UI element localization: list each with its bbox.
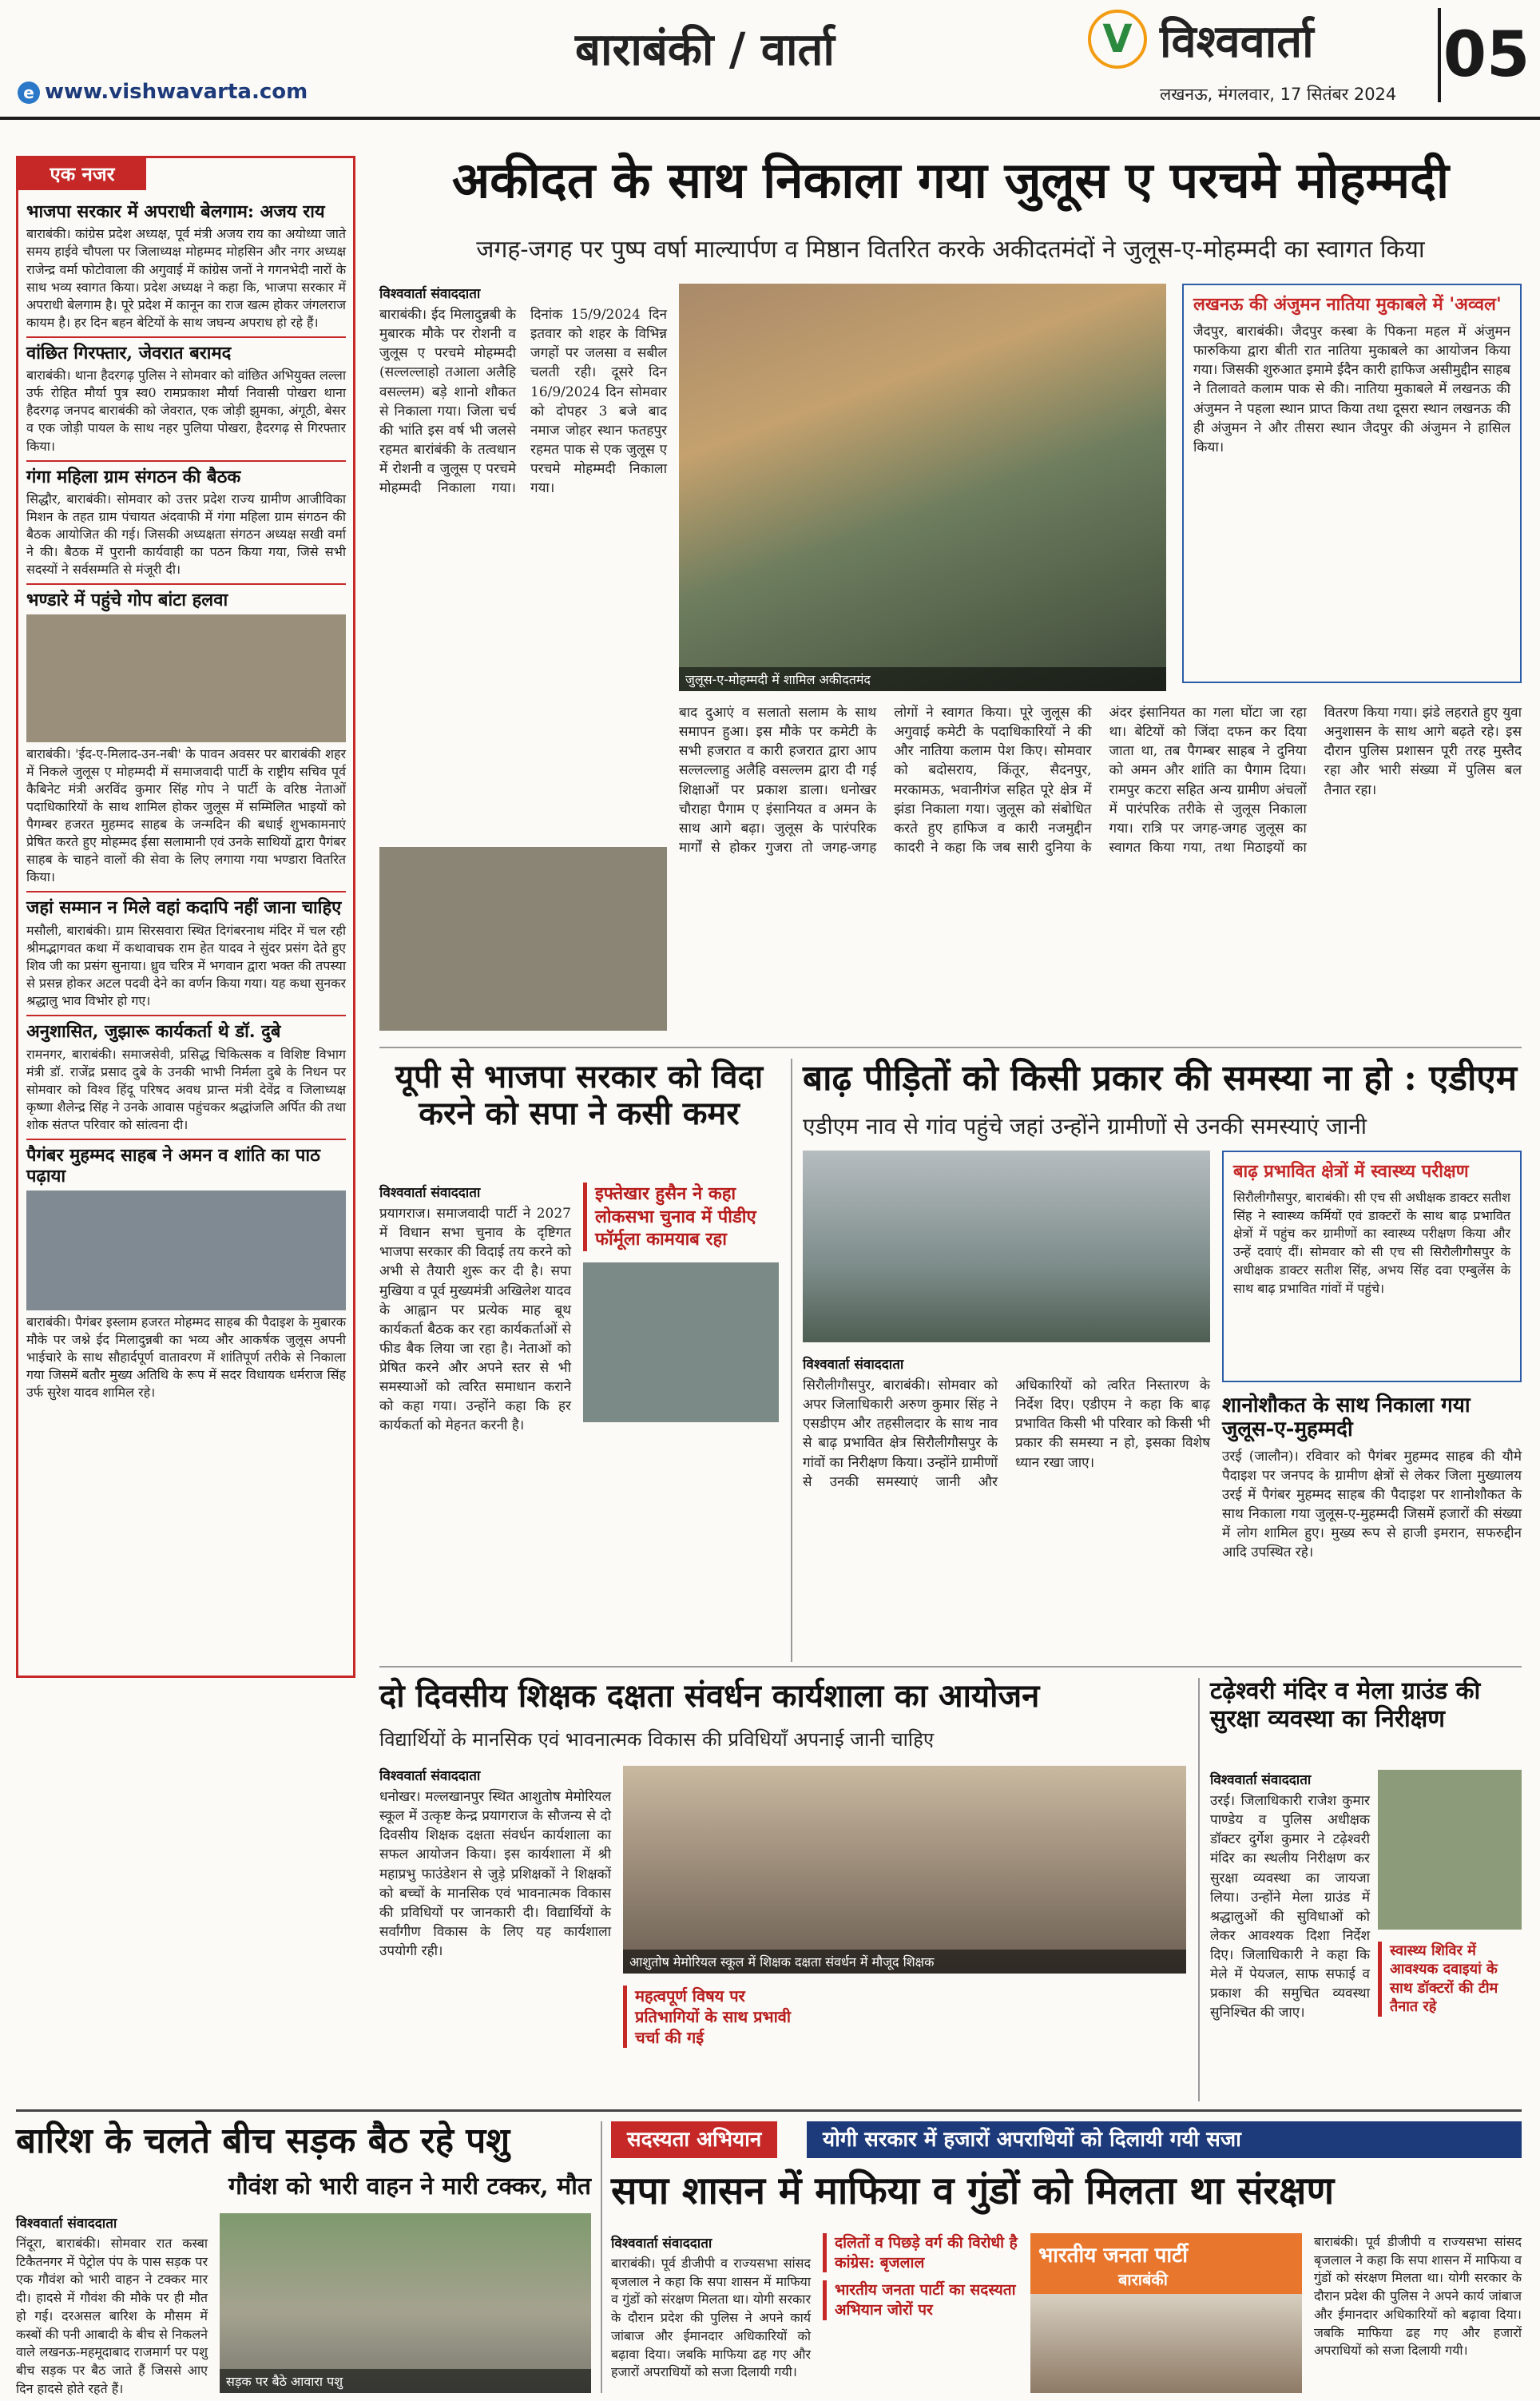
rain-subheadline-block (16, 2173, 591, 2209)
brief-text: रामनगर, बाराबंकी। समाजसेवी, प्रसिद्ध चिकित्सक व विशिष्ट विभाग मंत्री डॉ. राजेंद्र प्रसाद दुबे के उनकी भाभी निर्मला दुबे के निधन पर सोमवार को विश्व हिंदू परिषद अवध प्रान्त मंत्री देवेंद्र व जिलाध्यक्ष कृष्णा शैलेन्द्र सिंह ने उनके आवास पहुंचकर श्रद्धांजलि अर्पित की तथा शोक संतप्त परिवार को सांत्वना दी। (26, 1046, 346, 1132)
globe-icon: e (18, 81, 40, 104)
dm-headline: बाढ़ पीड़ितों को किसी प्रकार की समस्या ना हो : एडीएम (803, 1058, 1518, 1099)
dateline: लखनऊ, मंगलवार, 17 सितंबर 2024 (1160, 85, 1397, 104)
brief-text: सिद्धौर, बाराबंकी। सोमवार को उत्तर प्रदेश राज्य ग्रामीण आजीविका मिशन के तहत ग्राम पंचायत अंदवाफी में गंगा महिला ग्राम संगठन की बैठक आयोजित की गई। जिसकी अध्यक्षता संगठन अध्यक्ष सखी वर्मा ने की। बैठक में पुरानी कार्यवाही का पठन किया गया, जिसे सभी सदस्यों ने सर्वसम्मति से मंजूरी दी। (26, 491, 346, 578)
lead-photo-caption: जुलूस-ए-मोहम्मदी में शामिल अकीदतमंद (679, 667, 1166, 691)
sp-headline: यूपी से भाजपा सरकार को विदा करने को सपा ने कसी कमर (395, 1058, 764, 1132)
website-url-text: www.vishwavarta.com (45, 80, 308, 104)
temple-headline-block (1210, 1678, 1522, 1766)
dm-text-block (803, 1354, 1210, 1658)
masthead (0, 0, 1540, 120)
workshop-photo-caption: आशुतोष मेमोरियल स्कूल में शिक्षक दक्षता संवर्धन में मौजूद शिक्षक (623, 1950, 1186, 1974)
brief-photo (26, 1191, 346, 1310)
rain-byline: विश्ववार्ता संवाददाता (16, 2216, 117, 2232)
temple-text: उरई। जिलाधिकारी राजेश कुमार पाण्डेय व पुलिस अधीक्षक डॉक्टर दुर्गेश कुमार ने टढ़ेश्वरी मंदिर का स्थलीय निरीक्षण कर सुरक्षा व्यवस्था का जायजा लिया। उन्होंने मेला ग्राउंड में श्रद्धालुओं की सुविधाओं को लेकर आवश्यक दिशा निर्देश दिए। जिलाधिकारी ने कहा कि मेले में पेयजल, साफ सफाई व प्रकाश की समुचित व्यवस्था सुनिश्चित की जाए। (1210, 1793, 1370, 2021)
yogi-section-tag: सदस्यता अभियान (611, 2121, 777, 2158)
dm-headline-block (803, 1059, 1522, 1107)
workshop-headline-block (379, 1518, 787, 1662)
logo-mark-icon: V (1088, 10, 1147, 69)
brief-divider (26, 1015, 346, 1016)
nikala-headline: शानोशौकत के साथ निकाला गया जुलूस-ए-मुहम्मदी (1222, 1393, 1471, 1441)
health-box-title: बाढ़ प्रभावित क्षेत्रों में स्वास्थ्य परीक्षण (1233, 1162, 1469, 1182)
brief-divider (26, 891, 346, 892)
paper-name: विश्ववार्ता (1160, 15, 1314, 68)
brief-title: भाजपा सरकार में अपराधी बेलगाम: अजय राय (26, 201, 325, 222)
sp-text: प्रयागराज। समाजवादी पार्टी ने 2027 में विधान सभा चुनाव के दृष्टिगत भाजपा सरकार की विदाई तय करने को अभी से तैयारी शुरू कर दी है। सपा मुखिया व पूर्व मुख्यमंत्री अखिलेश यादव के आह्वान पर प्रत्येक माह बूथ कार्यकर्ता बैठक कर रहा कार्यकर्ताओं से फीड बैक लिया जा रहा है। नेताओं को प्रेषित करने और अपने स्तर से भी समस्याओं को त्वरित समाधान कराने को कहा गया। उन्होंने कहा कि हर कार्यकर्ता को मेहनत करनी है। (379, 1206, 571, 1434)
rain-headline: बारिश के चलते बीच सड़क बैठ रहे पशु (16, 2121, 510, 2161)
lead-text4: रामपुर कटरा सहित अन्य ग्रामीण अंचलों में पारंपरिक तरीके से जुलूस निकाला गया। रात्रि पर जगह-जगह जुलूस का स्वागत किया गया, तथा मिठाइयों का वितरण किया गया। झंडे लहराते हुए युवा अनुशासन के साथ आगे बढ़ते रहे। इस दौरान पुलिस प्रशासन पूरी तरह मुस्तैद रहा और भारी संख्या में पुलिस बल तैनात रहा। (1109, 705, 1522, 856)
lead-text1: बाराबंकी। ईद मिलादुन्नबी के मुबारक मौके पर रोशनी व जुलूस ए परचमे मोहम्मदी (सल्लल्लाहो तआला अलैहि वसल्लम) बड़े शानो शौकत से निकाला गया। जिला चर्च की भांति इस वर्ष भी जलसे रहमत बारांबंकी के तत्वधान में रोशनी व जुलूस ए परचमे मोहम्मदी निकाला गया। दिनांक 15/9/2024 दिन इतवार को शहर के विभिन्न जगहों पर जलसा व सबील चलती रही। दूसरे दिन 16/9/2024 दिन सोमवार को दोपहर 3 बजे बाद नमाज जोहर स्थान फतहपुर रहमत पाक से एक जुलूस ए परचमे मोहम्मदी निकाला गया। (379, 307, 667, 497)
bjp-banner-party: भारतीय जनता पार्टी (1038, 2244, 1188, 2268)
workshop-headline-wrap (379, 1678, 1186, 1726)
temple-headline: टढ़ेश्वरी मंदिर व मेला ग्राउंड की सुरक्षा व्यवस्था का निरीक्षण (1210, 1677, 1481, 1733)
workshop-subheadline-wrap (379, 1726, 1186, 1758)
yogi-byline: विश्ववार्ता संवाददाता (611, 2236, 712, 2252)
lead-subheadline: जगह-जगह पर पुष्प वर्षा माल्यार्पण व मिष्ठान वितरित करके अकीदतमंदों ने जुलूस-ए-मोहम्मदी का स्वागत किया (476, 236, 1425, 264)
nikala-block (1222, 1393, 1522, 1561)
lead-small-photo (379, 847, 667, 1031)
yogi-quote-1: दलितों व पिछड़े वर्ग की विरोधी है कांग्रेस: बृजलाल (823, 2233, 1018, 2272)
brief-text: मसौली, बाराबंकी। ग्राम सिरसवारा स्थित दिगंबरनाथ मंदिर में चल रही श्रीमद्भागवत कथा में कथावाचक राम हेत यादव ने सुंदर प्रसंग देते हुए शिव जी का प्रसंग सुनाया। ध्रुव चरित्र में भगवान द्वारा भक्त की तपस्या से प्रसन्न होकर अटल पदवी देने का वर्णन किया गया। यह कथा सुनकर श्रद्धालु भाव विभोर हो गए। (26, 922, 346, 1009)
lead-headline-block (379, 152, 1522, 216)
yogi-quote-2: भारतीय जनता पार्टी का सदस्यता अभियान जोरों पर (823, 2280, 1018, 2320)
yogi-photo (1030, 2233, 1302, 2393)
divider (379, 1047, 1522, 1048)
page-number: 05 (1438, 8, 1532, 102)
divider (16, 2109, 1522, 2112)
lead-byline: विश्ववार्ता संवाददाता (379, 286, 481, 302)
health-box-text: सिरौलीगौसपुर, बाराबंकी। सी एच सी अधीक्षक डाक्टर सतीश सिंह ने स्वास्थ्य कर्मियों एवं डाक्टरों के साथ बाढ़ प्रभावित क्षेत्रों में पहुंच कर ग्रामीणों का स्वास्थ्य परीक्षण किया और उन्हें दवाएं दीं। सोमवार को सी एच सी सिरौलीगौसपुर के अधीक्षक डाक्टर सतीश सिंह, अभय सिंह दवा एम्बुलेंस के साथ बाढ़ प्रभावित गांवों में पहुंचे। (1233, 1190, 1510, 1296)
workshop-headline: दो दिवसीय शिक्षक दक्षता संवर्धन कार्यशाला का आयोजन (379, 1677, 1040, 1715)
brief-title: जहां सम्मान न मिले वहां कदापि नहीं जाना चाहिए (26, 897, 342, 919)
workshop-text-col (379, 1766, 611, 2101)
workshop-byline: विश्ववार्ता संवाददाता (379, 1768, 481, 1784)
dm-byline: विश्ववार्ता संवाददाता (803, 1357, 904, 1373)
lead-subheadline-block (379, 232, 1522, 272)
brief-divider (26, 1139, 346, 1140)
temple-photo (1378, 1770, 1522, 1930)
website-url[interactable] (18, 80, 308, 104)
lead-text-columns (679, 703, 1522, 857)
yogi-quote-col (823, 2233, 1018, 2393)
yogi-text-col2 (1314, 2233, 1522, 2393)
rain-photo (220, 2213, 591, 2393)
brief-title: वांछित गिरफ्तार, जेवरात बरामद (26, 342, 232, 364)
lead-headline: अकीदत के साथ निकाला गया जुलूस ए परचमे मोहम्मदी (451, 151, 1450, 209)
rain-photo-caption: सड़क पर बैठे आवारा पशु (220, 2369, 591, 2393)
bjp-banner-place: बाराबंकी (1118, 2270, 1168, 2289)
ek-nazar-tag: एक नजर (18, 158, 146, 190)
newspaper-logo (1088, 10, 1455, 113)
temple-byline: विश्ववार्ता संवाददाता (1210, 1772, 1312, 1788)
lead-text-cont (679, 703, 1522, 1039)
yogi-text-cont: बाराबंकी। पूर्व डीजीपी व राज्यसभा सांसद बृजलाल ने कहा कि सपा शासन में माफिया व गुंडों को संरक्षण मिलता था। योगी सरकार के दौरान प्रदेश की पुलिस ने अपने कार्य जांबाज और ईमानदार अधिकारियों को बढ़ावा दिया। जबकि माफिया ढह गए और हजारों अपराधियों को सजा दिलायी गयी। (1314, 2234, 1522, 2359)
health-box (1222, 1151, 1522, 1382)
temple-text-col (1210, 1770, 1370, 2101)
dm-subheadline-block (803, 1111, 1522, 1143)
yogi-tag-line: योगी सरकार में हजारों अपराधियों को दिलायी गयी सजा (807, 2121, 1522, 2158)
sp-quote: इफ्तेखार हुसैन ने कहा लोकसभा चुनाव में पीडीए फॉर्मूला कामयाब रहा (583, 1183, 779, 1251)
brief-divider (26, 583, 346, 585)
rain-text-col (16, 2213, 208, 2396)
sp-headline-block (379, 1059, 779, 1171)
nikala-text: उरई (जालौन)। रविवार को पैगंबर मुहम्मद साहब की यौमे पैदाइश पर जनपद के ग्रामीण क्षेत्रों से लेकर जिला मुख्यालय उरई में पैगंबर मुहम्मद साहब की पैदाइश पर शानोशौकत के साथ निकाला गया जुलूस-ए-मुहम्मदी जिसमें हजारों की संख्या में लोग शामिल हुए। मुख्य रूप से हाजी इमरान, सफरुद्दीन आदि उपस्थित रहे। (1222, 1448, 1522, 1561)
lead-text3: सोमवार को बदोसराय, किंतूर, सैदनपुर, मरकामऊ, भवानीगंज सहित पूरे क्षेत्र में झंडा निकाला गया। जुलूस को संबोधित करते हुए हाफिज व कारी नजमुद्दीन कादरी ने कहा कि जब सारी दुनिया के अंदर इंसानियत का गला घोंटा जा रहा था। बेटियों को जिंदा दफन कर दिया जाता था, तब पैगम्बर साहब ने दुनिया को अमन और शांति का पैगाम दिया। (894, 705, 1307, 856)
brief-title: अनुशासित, जुझारू कार्यकर्ता थे डॉ. दुबे (26, 1021, 281, 1043)
temple-quote-block (1378, 1942, 1522, 2101)
brief-divider (26, 460, 346, 462)
lead-text2: बाद दुआएं व सलातो सलाम के साथ समापन हुआ। इस मौके पर कमेटी के सभी हजरात व कारी हजरात द्वारा आप सल्लल्लाहु अलैहि वसल्लम द्वारा दी गई शिक्षाओं पर प्रकाश डाला। धनोखर चौराहा पैगाम ए इंसानियत व अमन के साथ आगे बढ़ा। जुलूस के पारंपरिक मार्गों से होकर गुजरा तो जगह-जगह लोगों ने स्वागत किया। पूरे जुलूस की अगुवाई कमेटी के पदाधिकारियों ने की और नातिया कलाम पेश किए। (679, 705, 1092, 856)
brief-text: बाराबंकी। पैगंबर इस्लाम हजरत मोहम्मद साहब की पैदाइश के मुबारक मौके पर जश्ने ईद मिलादुन्नबी का भव्य और आकर्षक जुलूस अपनी भाईचारे के साथ सौहार्दपूर्ण वातावरण में शांतिपूर्ण तरीके से निकाला गया जिसमें बतौर मुख्य अतिथि के रूप में सदर विधायक धर्मराज सिंह उर्फ सुरेश यादव शामिल रहे। (26, 1314, 346, 1401)
rain-headline-block (16, 2121, 591, 2173)
sp-photo (583, 1262, 779, 1422)
divider (791, 1059, 792, 1662)
brief-title: गंगा महिला ग्राम संगठन की बैठक (26, 466, 241, 487)
yogi-headline-block (611, 2169, 1522, 2225)
briefs-list (26, 197, 346, 1406)
brief-text: बाराबंकी। 'ईद-ए-मिलाद-उन-नबी' के पावन अवसर पर बाराबंकी शहर में निकले जुलूस ए मोहम्मदी में समाजवादी पार्टी के राष्ट्रीय सचिव पूर्व कैबिनेट मंत्री अरविंद कुमार सिंह गोप ने पार्टी के वरिष्ठ नेताओं पदाधिकारियों के साथ शामिल होकर जुलूस में सम्मिलित भाइयों को पैगम्बर हजरत मुहम्मद साहब के जन्मदिन की बधाई शुभकामनाएं प्रेषित करते हुए मोहम्मद ईसा सलामानी एवं उनके साथियों द्वारा पैगंबर साहब के चाहने वालों की सेवा के लिए लगाया गया भण्डारा वितरित किया। (26, 745, 346, 885)
ek-nazar-column (16, 156, 355, 1678)
lead-text-col1-cont (379, 847, 667, 1039)
workshop-subheadline: विद्यार्थियों के मानसिक एवं भावनात्मक विकास की प्रविधियाँ अपनाई जानी चाहिए (379, 1728, 935, 1751)
workshop-photo (623, 1766, 1186, 1974)
workshop-quote: महत्वपूर्ण विषय पर प्रतिभागियों के साथ प्रभावी चर्चा की गई (623, 1986, 807, 2048)
lead-inset-text: जैदपुर, बाराबंकी। जैदपुर कस्बा के पिकना महल में अंजुमन फारुकिया द्वारा बीती रात नातिया मुकाबले का आयोजन किया गया। जिसकी शुरुआत इमामे ईदैन कारी हाफिज असीमुद्दीन साहब ने तिलावते कलाम पाक से की। नातिया मुकाबले में लखनऊ की अंजुमन ने पहला स्थान प्राप्त किया तथा दूसरा स्थान लखनऊ की ही अंजुमन ने और तीसरा स्थान जैदपुर की अंजुमन ने हासिल किया। (1193, 324, 1510, 455)
lead-photo (679, 284, 1166, 691)
yogi-text: बाराबंकी। पूर्व डीजीपी व राज्यसभा सांसद बृजलाल ने कहा कि सपा शासन में माफिया व गुंडों को संरक्षण मिलता था। योगी सरकार के दौरान प्रदेश की पुलिस ने अपने कार्य जांबाज और ईमानदार अधिकारियों को बढ़ावा दिया। जबकि माफिया ढह गए और हजारों अपराधियों को सजा दिलायी गयी। (611, 2256, 811, 2380)
divider (601, 2121, 602, 2393)
temple-quote: स्वास्थ्य शिविर में आवश्यक दवाइयां के साथ डॉक्टरों की टीम तैनात रहे (1378, 1942, 1522, 2017)
rain-subheadline: गौवंश को भारी वाहन ने मारी टक्कर, मौत (228, 2172, 591, 2200)
dm-photo (803, 1151, 1210, 1342)
brief-title: पैगंबर मुहम्मद साहब ने अमन व शांति का पाठ पढ़ाया (26, 1145, 320, 1187)
divider (1198, 1678, 1200, 2101)
brief-title: भण्डारे में पहुंचे गोप बांटा हलवा (26, 590, 228, 611)
dm-text: सिरौलीगौसपुर, बाराबंकी। सोमवार को अपर जिलाधिकारी अरुण कुमार सिंह ने एसडीएम और तहसीलदार के साथ नाव से बाढ़ प्रभावित क्षेत्र सिरौलीगौसपुर के गांवों का निरीक्षण किया। उन्होंने ग्रामीणों से उनकी समस्याएं जानी और अधिकारियों को त्वरित निस्तारण के निर्देश दिए। एडीएम ने कहा कि बाढ़ प्रभावित किसी भी परिवार को किसी भी प्रकार की समस्या न हो, इसका विशेष ध्यान रखा जाए। (803, 1377, 1210, 1490)
rain-text: निंदूरा, बाराबंकी। सोमवार रात कस्बा टिकैतनगर में पेट्रोल पंप के पास सड़क पर एक गौवंश को भारी वाहन ने टक्कर मार दी। हादसे में गौवंश की मौके पर ही मौत हो गई। दरअसल बारिश के मौसम में कस्बों की पनी आबादी के बीच से निकलने वाले लखनऊ-महमूदाबाद राजमार्ग पर पशु बीच सड़क पर बैठ जाते हैं जिससे आए दिन हादसे होते रहते हैं। (16, 2236, 208, 2396)
lead-text-col1 (379, 284, 667, 835)
yogi-text-col (611, 2233, 811, 2393)
brief-divider (26, 336, 346, 338)
yogi-headline: सपा शासन में माफिया व गुंडों को मिलता था संरक्षण (611, 2168, 1335, 2213)
divider (379, 1666, 1522, 1668)
section-title: बाराबंकी / वार्ता (575, 23, 835, 76)
brief-photo (26, 614, 346, 742)
workshop-text: धनोखर। मल्लखानपुर स्थित आशुतोष मेमोरियल स्कूल में उत्कृष्ट केन्द्र प्रयागराज के सौजन्य से दो दिवसीय शिक्षक दक्षता संवर्धन कार्यशाला का सफल आयोजन किया। इस कार्यशाला में श्री महाप्रभु फाउंडेशन से जुड़े प्रशिक्षकों ने शिक्षकों को बच्चों के मानसिक एवं भावनात्मक विकास की प्रविधियों पर जानकारी दी। विद्यार्थियों के सर्वांगीण विकास के लिए यह कार्यशाला उपयोगी रही। (379, 1789, 611, 1959)
lead-inset-box (1182, 284, 1522, 683)
sp-byline: विश्ववार्ता संवाददाता (379, 1185, 481, 1201)
brief-text: बाराबंकी। थाना हैदरगढ़ पुलिस ने सोमवार को वांछित अभियुक्त लल्ला उर्फ रोहित मौर्या पुत्र स्व0 रामप्रकाश मौर्या निवासी पोखरा थाना हैदरगढ़ जनपद बाराबंकी को जेवरात, एक जोड़ी झुमका, अंगूठी, बेसर व एक जोड़ी पायल के साथ नहर पुलिया पोखरा, हैदरगढ़ से गिरफ्तार किया। (26, 368, 346, 454)
workshop-quote-block (623, 1986, 807, 2101)
lead-inset-title: लखनऊ की अंजुमन नातिया मुकाबले में 'अव्वल' (1193, 295, 1502, 315)
brief-text: बाराबंकी। कांग्रेस प्रदेश अध्यक्ष, पूर्व मंत्री अजय राय का अयोध्या जाते समय हाईवे चौपला पर जिलाध्यक्ष मोहम्मद मोहसिन और नगर अध्यक्ष राजेन्द्र वर्मा फोटोवाला की अगुवाई में कांग्रेस जनों ने गगनभेदी नारों के साथ भव्य स्वागत किया। प्रदेश अध्यक्ष ने कहा कि, भाजपा सरकार में अपराधी बेलगाम है। पूरे प्रदेश में कानून का राज खत्म होकर जंगलराज कायम है। हर दिन बहन बेटियों के साथ जघन्य अपराध हो रहे हैं। (26, 226, 346, 330)
dm-subheadline: एडीएम नाव से गांव पहुंचे जहां उन्होंने ग्रामीणों से उनकी समस्याएं जानी (803, 1113, 1367, 1139)
